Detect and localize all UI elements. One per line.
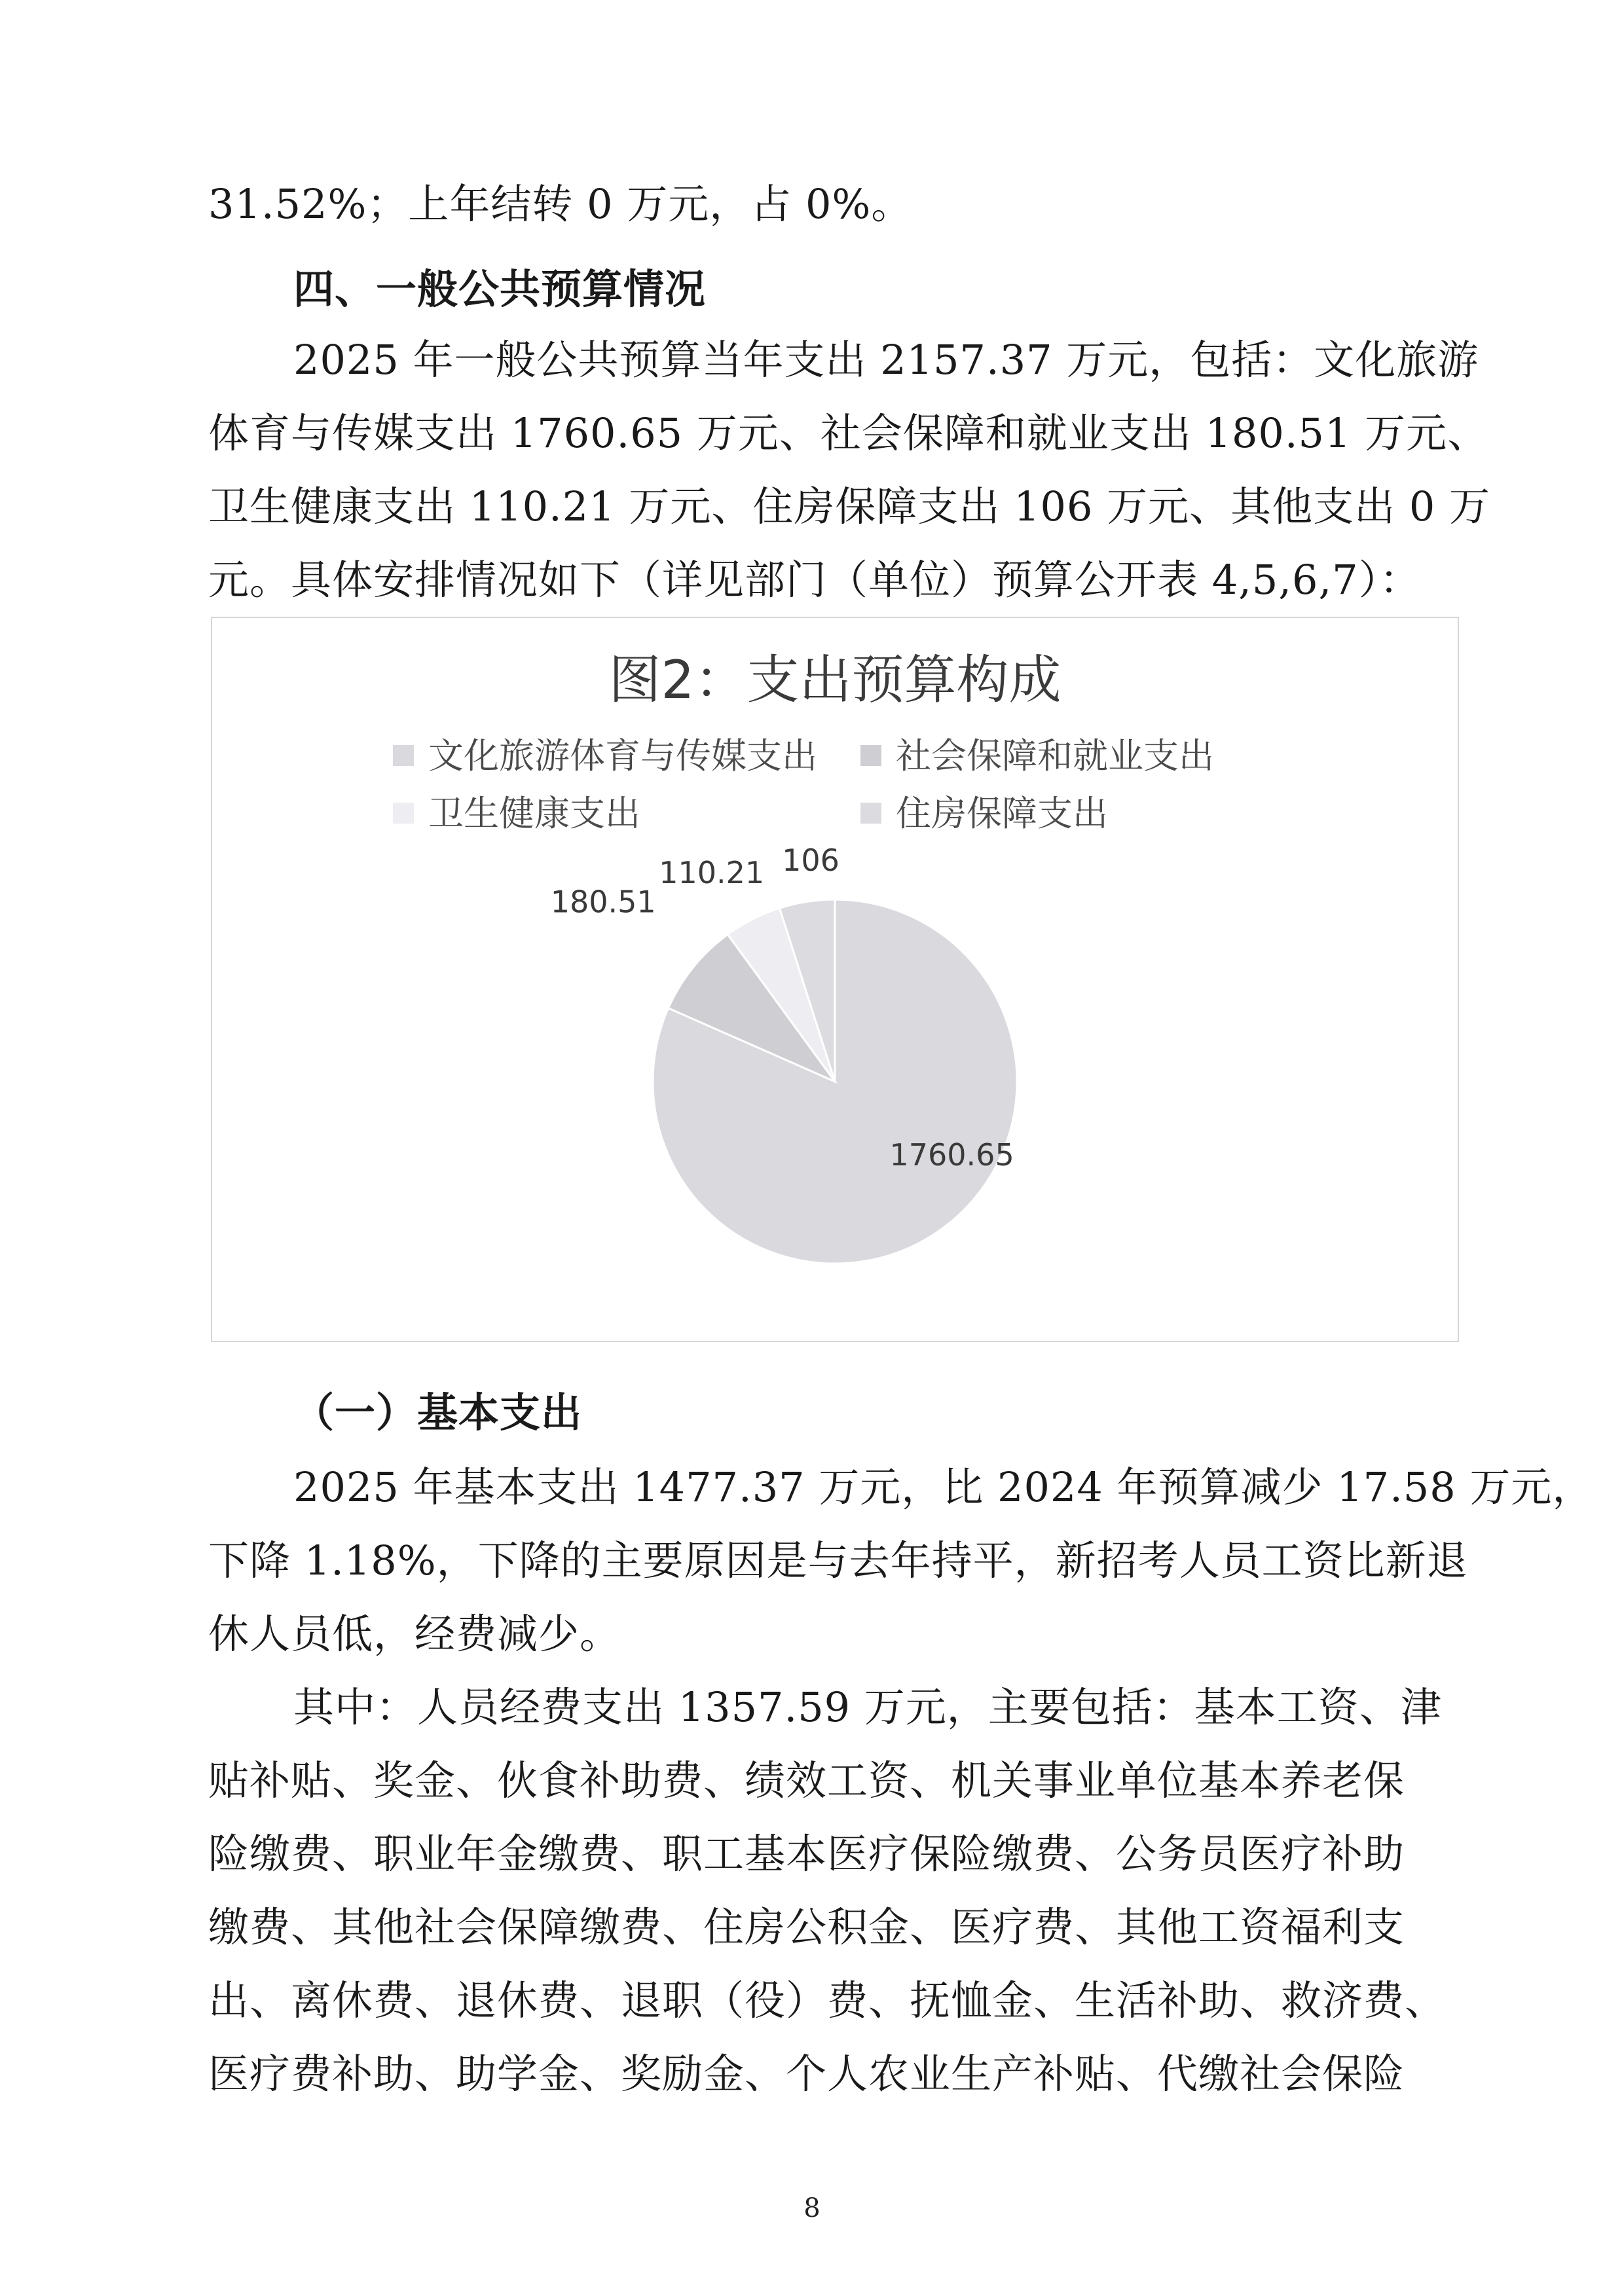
paragraph-line: 2025 年基本支出 1477.37 万元，比 2024 年预算减少 17.58 万元，: [293, 1463, 1594, 1511]
pie-chart: [211, 617, 1459, 1342]
pie-plot: [212, 618, 1458, 1341]
paragraph-line: 元。具体安排情况如下（详见部门（单位）预算公开表 4,5,6,7）：: [208, 556, 1421, 604]
pie-data-label: 180.51: [550, 884, 656, 920]
paragraph-line: 出、离休费、退休费、退职（役）费、抚恤金、生活补助、救济费、: [208, 1977, 1447, 2024]
paragraph-line: 卫生健康支出 110.21 万元、住房保障支出 106 万元、其他支出 0 万: [208, 483, 1490, 530]
paragraph-line: 险缴费、职业年金缴费、职工基本医疗保险缴费、公务员医疗补助: [208, 1830, 1405, 1878]
paragraph-line: 其中：人员经费支出 1357.59 万元，主要包括：基本工资、津: [293, 1683, 1442, 1731]
legend-label: 卫生健康支出: [428, 793, 640, 834]
paragraph-line: 下降 1.18%，下降的主要原因是与去年持平，新招考人员工资比新退: [208, 1537, 1468, 1584]
chart-title: 图2：支出预算构成: [608, 649, 1061, 710]
subsection-heading: （一）基本支出: [293, 1389, 583, 1436]
paragraph-line: 2025 年一般公共预算当年支出 2157.37 万元，包括：文化旅游: [293, 336, 1479, 384]
paragraph-line: 31.52%；上年结转 0 万元，占 0%。: [208, 180, 913, 228]
pie-data-label: 1760.65: [889, 1137, 1014, 1173]
section-heading: 四、一般公共预算情况: [293, 265, 707, 313]
pie-data-label: 106: [782, 842, 840, 878]
pie-data-label: 110.21: [659, 855, 765, 891]
paragraph-line: 医疗费补助、助学金、奖励金、个人农业生产补贴、代缴社会保险: [208, 2050, 1405, 2098]
paragraph-line: 缴费、其他社会保障缴费、住房公积金、医疗费、其他工资福利支: [208, 1903, 1405, 1951]
legend-label: 住房保障支出: [896, 793, 1108, 834]
page-number: 8: [803, 2193, 821, 2223]
legend-label: 文化旅游体育与传媒支出: [428, 735, 817, 776]
paragraph-line: 休人员低，经费减少。: [208, 1610, 621, 1658]
paragraph-line: 体育与传媒支出 1760.65 万元、社会保障和就业支出 180.51 万元、: [208, 409, 1489, 457]
legend-label: 社会保障和就业支出: [896, 735, 1214, 776]
paragraph-line: 贴补贴、奖金、伙食补助费、绩效工资、机关事业单位基本养老保: [208, 1757, 1405, 1804]
